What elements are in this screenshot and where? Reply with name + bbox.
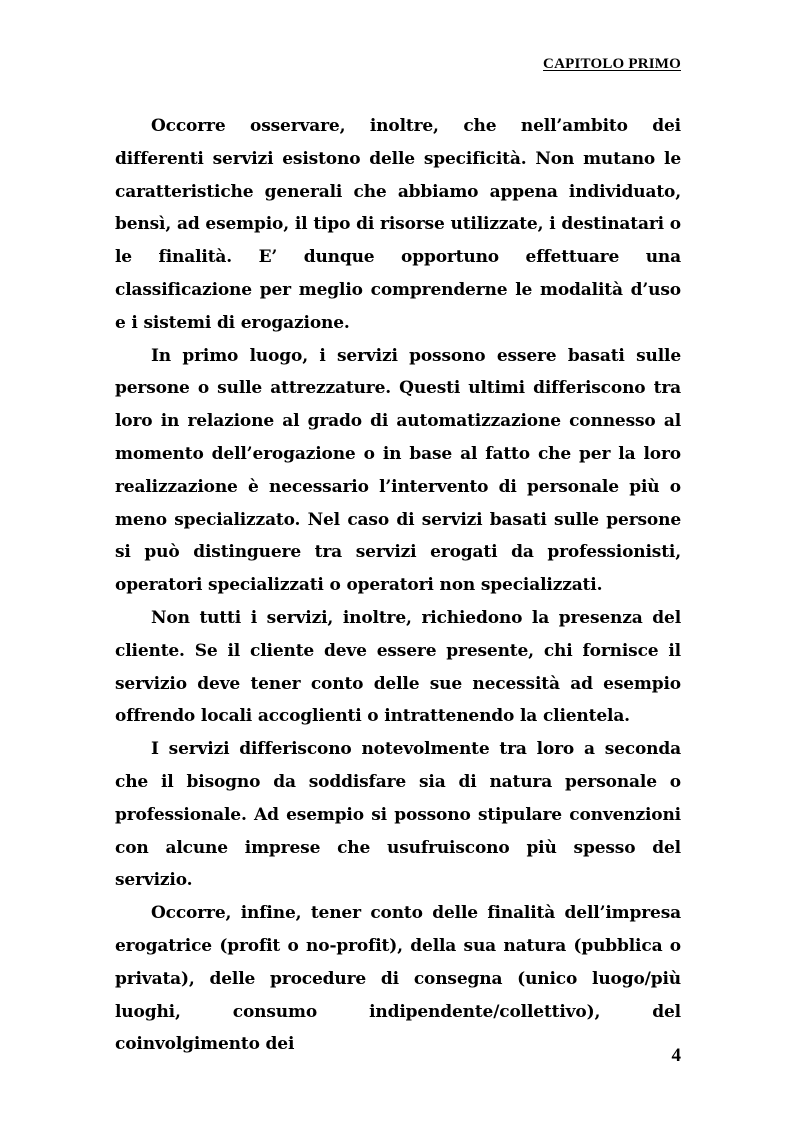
paragraph-3: Non tutti i servizi, inoltre, richiedono la presenza del cliente. Se il cliente deve essere presente, chi fornisce il servizio deve tener conto delle sue necessità ad esempio offrendo locali accoglienti o intrattenendo la clientela.: [115, 607, 681, 727]
body-text: [115, 110, 681, 1061]
paragraph-1: Occorre osservare, inoltre, che nell’ambito dei differenti servizi esistono delle specificità. Non mutano le caratteristiche generali che abbiamo appena individuato, bensì, ad esempio, il tipo di risorse utilizzate, i destinatari o le finalità. E’ dunque opportuno effettuare una classificazione per meglio comprenderne le modalità d’uso e i sistemi di erogazione.: [115, 116, 681, 333]
page-number: 4: [671, 1045, 681, 1066]
paragraph-4: I servizi differiscono notevolmente tra loro a seconda che il bisogno da soddisfare sia di natura personale o professionale. Ad esempio si possono stipulare convenzioni con alcune imprese che usufruiscono più spesso del servizio.: [115, 739, 681, 891]
paragraph-5: Occorre, infine, tener conto delle finalità dell’impresa erogatrice (profit o no-profit), della sua natura (pubblica o privata), delle procedure di consegna (unico luogo/più luoghi, consumo indipendente/collettivo), del coinvolgimento dei: [115, 903, 681, 1055]
running-header-chapter-title: CAPITOLO PRIMO: [543, 56, 681, 72]
paragraph-2: In primo luogo, i servizi possono essere basati sulle persone o sulle attrezzature. Questi ultimi differiscono tra loro in relazione al grado di automatizzazione connesso al momento dell’erogazione o in base al fatto che per la loro realizzazione è necessario l’intervento di personale più o meno specializzato. Nel caso di servizi basati sulle persone si può distinguere tra servizi erogati da professionisti, operatori specializzati o operatori non specializzati.: [115, 345, 681, 596]
